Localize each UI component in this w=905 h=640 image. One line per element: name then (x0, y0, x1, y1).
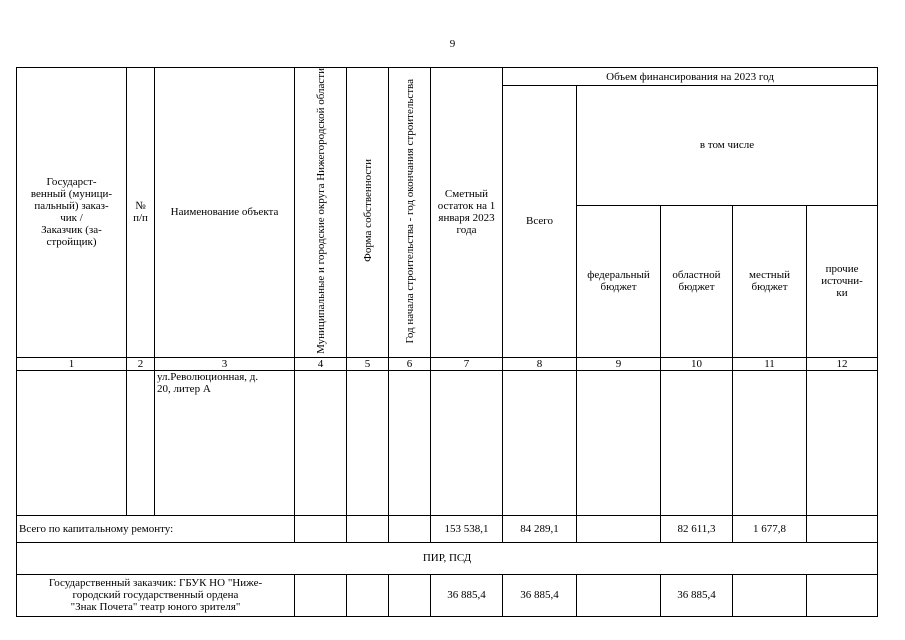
header-other: прочие источни- ки (807, 205, 878, 357)
col-num-11: 11 (733, 357, 807, 370)
col-num-3: 3 (155, 357, 295, 370)
col-num-1: 1 (17, 357, 127, 370)
header-number: № п/п (127, 68, 155, 358)
header-federal: федеральный бюджет (577, 205, 661, 357)
page-number: 9 (449, 38, 456, 50)
object-name: ул.Революционная, д. 20, литер А (155, 370, 295, 515)
header-local: местный бюджет (733, 205, 807, 357)
customer-label: Государственный заказчик: ГБУК НО "Ниже- городский государственный ордена "Знак Почета" театр юного зрителя" (17, 574, 295, 616)
header-ownership-text: Форма собственности (361, 159, 374, 263)
col-num-12: 12 (807, 357, 878, 370)
customer-estimate: 36 885,4 (431, 574, 503, 616)
header-years-text: Год начала строительства - год окончания строительства (403, 78, 416, 344)
header-customer: Государст- венный (муници- пальный) заказ- чик / Заказчик (за- стройщик) (17, 68, 127, 358)
col-num-2: 2 (127, 357, 155, 370)
header-ownership (347, 68, 389, 358)
header-estimate-balance: Сметный остаток на 1 января 2023 года (431, 68, 503, 358)
header-object-name: Наименование объекта (155, 68, 295, 358)
col-num-6: 6 (389, 357, 431, 370)
financing-table (16, 67, 878, 617)
col-num-4: 4 (295, 357, 347, 370)
header-total: Всего (503, 86, 577, 358)
header-financing: Объем финансирования на 2023 год (503, 68, 878, 86)
col-num-10: 10 (661, 357, 733, 370)
header-municipality (295, 68, 347, 358)
header-years (389, 68, 431, 358)
header-municipality-text: Муниципальные и городские округа Нижегородской области (314, 68, 327, 354)
section-title: ПИР, ПСД (17, 542, 878, 574)
total-row (17, 515, 878, 542)
total-label: Всего по капитальному ремонту: (17, 515, 295, 542)
total-regional: 82 611,3 (661, 515, 733, 542)
total-local: 1 677,8 (733, 515, 807, 542)
col-num-7: 7 (431, 357, 503, 370)
header-regional: областной бюджет (661, 205, 733, 357)
object-row (17, 370, 878, 515)
total-all: 84 289,1 (503, 515, 577, 542)
customer-total: 36 885,4 (503, 574, 577, 616)
total-estimate: 153 538,1 (431, 515, 503, 542)
customer-regional: 36 885,4 (661, 574, 733, 616)
header-including: в том числе (577, 86, 878, 206)
col-num-5: 5 (347, 357, 389, 370)
col-num-8: 8 (503, 357, 577, 370)
col-num-9: 9 (577, 357, 661, 370)
customer-row (17, 574, 878, 616)
